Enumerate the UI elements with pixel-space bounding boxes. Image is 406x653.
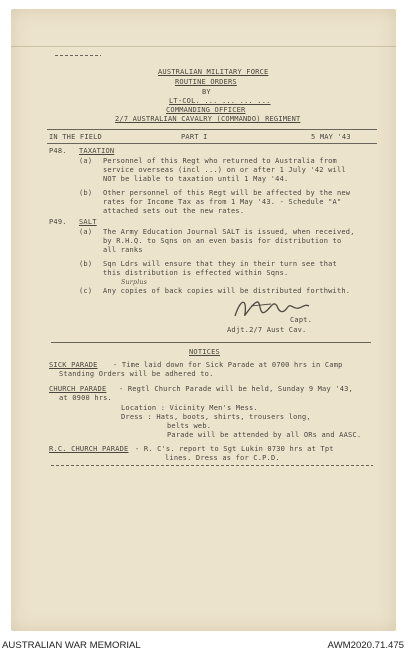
notices-heading: NOTICES [189,348,220,356]
item-line: NOT be liable to taxation until 1 May '44. [103,175,289,183]
footer-accession: AWM2020.71.475 [327,640,404,651]
closing-rule [51,465,373,466]
header-line-6: 2/7 AUSTRALIAN CAVALRY (COMMANDO) REGIMENT [115,115,301,123]
header-line-4: LT-COL. ... ... ... ... [169,97,271,105]
footer-bar [0,638,406,653]
item-line: Personnel of this Regt who returned to Australia from [103,157,337,165]
notice-line: lines. Dress as for C.P.D. [165,454,280,462]
order-title: SALT [79,218,97,226]
order-number: P48. [49,147,67,155]
document-page [11,9,396,631]
header-line-5: COMMANDING OFFICER [166,106,246,114]
item-line: by R.H.Q. to Sqns on an even basis for distribution to [103,237,342,245]
header-line-3: BY [202,88,211,96]
signature-title: Adjt.2/7 Aust Cav. [227,326,307,334]
section-divider [51,342,371,343]
item-label: (a) [79,228,93,236]
header-line-1: AUSTRALIAN MILITARY FORCE [158,68,269,76]
date: 5 MAY '43 [311,133,351,141]
church-attend: Parade will be attended by all ORs and AASC. [167,431,362,439]
item-label: (b) [79,260,93,268]
part: PART I [181,133,208,141]
notice-title: CHURCH PARADE [49,385,107,393]
notice-line: Standing Orders will be adhered to. [59,370,214,378]
item-label: (a) [79,157,93,165]
notice-line: - Regtl Church Parade will be held, Sunday 9 May '43, [119,385,353,393]
item-line: Other personnel of this Regt will be affected by the new [103,189,351,197]
item-line: Sqn Ldrs will ensure that they in their turn see that [103,260,337,268]
church-dress: Dress : Hats, boots, shirts, trousers long, [121,413,311,421]
item-line: service overseas (incl ...) on or after 1 July '42 will [103,166,346,174]
item-line: all ranks [103,246,143,254]
order-number: P49. [49,218,67,226]
church-dress-2: belts web. [167,422,212,430]
notice-line: - R. C's. report to Sgt Lukin 0730 hrs at Tpt [135,445,334,453]
item-line: rates for Income Tax as from 1 May '43. - Schedule "A" [103,198,342,206]
header-rule-bottom [47,143,377,144]
item-line: this distribution is effected within Sqns. [103,269,289,277]
item-line: attached sets out the new rates. [103,207,245,215]
notice-title: SICK PARADE [49,361,98,369]
header-rule-top [47,129,377,130]
notice-title: R.C. CHURCH PARADE [49,445,129,453]
place: IN THE FIELD [49,133,102,141]
signature-rank: Capt. [290,316,313,324]
item-label: (c) [79,287,93,295]
item-label: (b) [79,189,93,197]
church-location: Location : Vicinity Men's Mess. [121,404,258,412]
handwritten-insert: Surplus [121,279,148,286]
fold-line [11,46,396,47]
order-title: TAXATION [79,147,115,155]
header-line-2: ROUTINE ORDERS [175,78,237,86]
top-mark [55,55,101,56]
item-line: The Army Education Journal SALT is issued, when received, [103,228,355,236]
notice-line: - Time laid down for Sick Parade at 0700 hrs in Camp [113,361,343,369]
notice-line: at 0900 hrs. [59,394,112,402]
footer-institution: AUSTRALIAN WAR MEMORIAL [2,640,141,651]
item-line: Any copies of back copies will be distributed forthwith. [103,287,351,295]
